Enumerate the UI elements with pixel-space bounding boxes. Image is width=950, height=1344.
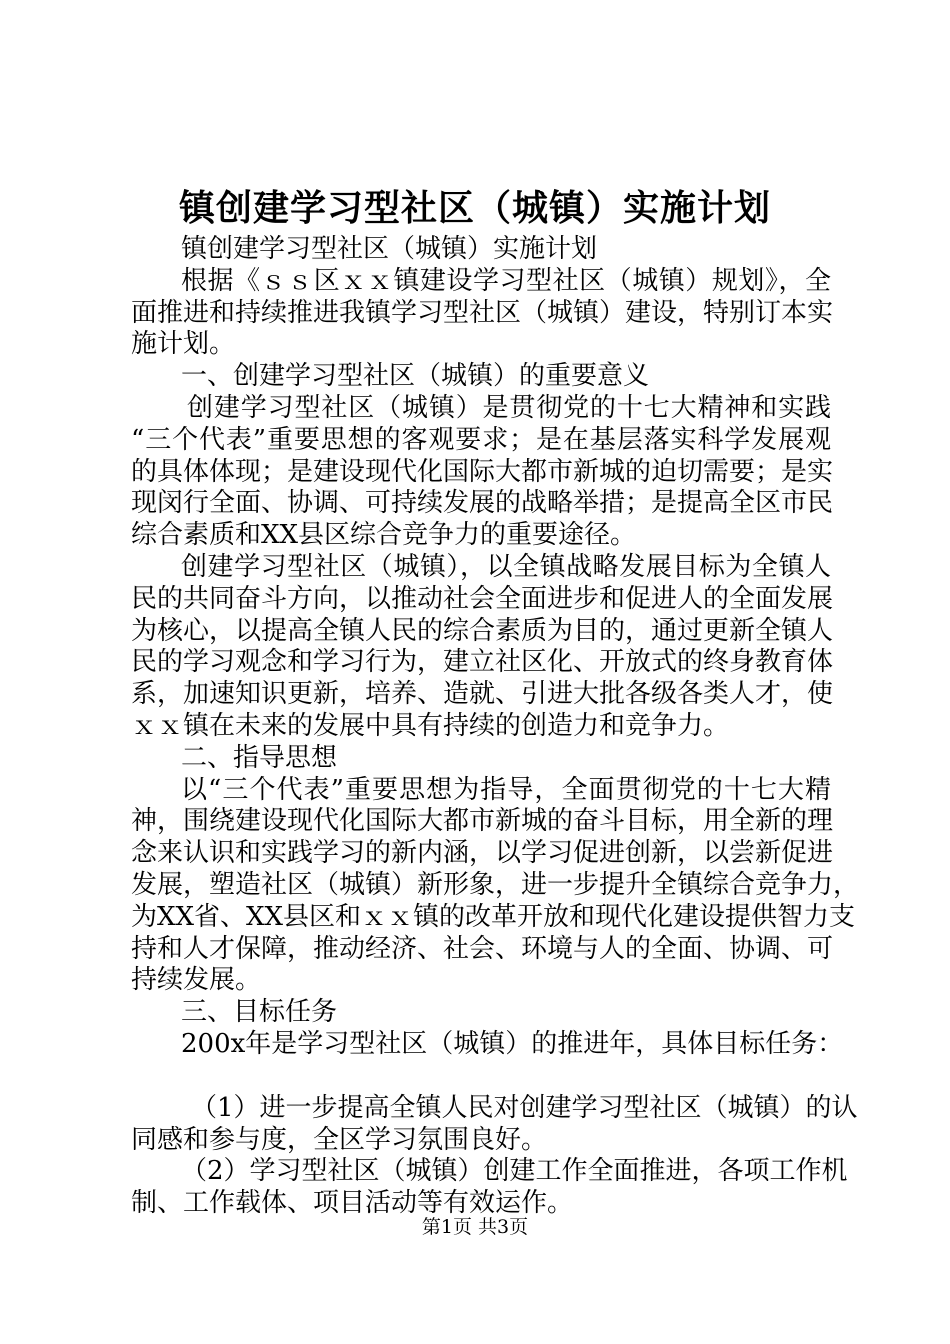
text-line: 200x年是学习型社区（城镇）的推进年，具体目标任务： bbox=[181, 1028, 844, 1059]
text-line: 三、目标任务 bbox=[181, 997, 338, 1028]
text-line: 面推进和持续推进我镇学习型社区（城镇）建设，特别订本实 bbox=[131, 297, 834, 328]
blank-line bbox=[131, 1061, 831, 1093]
text-line: 二、指导思想 bbox=[181, 742, 338, 773]
text-line: 一、创建学习型社区（城镇）的重要意义 bbox=[181, 361, 650, 392]
text-line: 同感和参与度，全区学习氛围良好。 bbox=[131, 1124, 548, 1155]
text-line: （2）学习型社区（城镇）创建工作全面推进，各项工作机 bbox=[181, 1156, 848, 1187]
text-line: 根据《ｓｓ区ｘｘ镇建设学习型社区（城镇）规划》，全 bbox=[181, 265, 831, 296]
text-line: 为XX省、XX县区和ｘｘ镇的改革开放和现代化建设提供智力支 bbox=[131, 901, 856, 932]
text-line: 的具体体现；是建设现代化国际大都市新城的迫切需要；是实 bbox=[131, 456, 834, 487]
document-body bbox=[131, 234, 860, 1220]
text-line: 持和人才保障，推动经济、社会、环境与人的全面、协调、可 bbox=[131, 933, 834, 964]
text-line: ｘｘ镇在未来的发展中具有持续的创造力和竞争力。 bbox=[131, 710, 730, 741]
text-line: 施计划。 bbox=[131, 329, 236, 360]
text-line: 民的共同奋斗方向，以推动社会全面进步和促进人的全面发展 bbox=[131, 583, 834, 614]
text-line: 综合素质和XX县区综合竞争力的重要途径。 bbox=[131, 520, 637, 551]
text-line: 现闵行全面、协调、可持续发展的战略举措；是提高全区市民 bbox=[131, 488, 834, 519]
text-line: 发展，塑造社区（城镇）新形象，进一步提升全镇综合竞争力， bbox=[131, 869, 860, 900]
text-line: 创建学习型社区（城镇）是贯彻党的十七大精神和实践 bbox=[187, 392, 831, 423]
text-line: 以“三个代表”重要思想为指导，全面贯彻党的十七大精 bbox=[181, 774, 831, 805]
text-line: （1）进一步提高全镇人民对创建学习型社区（城镇）的认 bbox=[191, 1092, 858, 1123]
text-line: 念来认识和实践学习的新内涵，以学习促进创新，以尝新促进 bbox=[131, 838, 834, 869]
text-line: 系，加速知识更新，培养、造就、引进大批各级各类人才，使 bbox=[131, 679, 834, 710]
text-line: 制、工作载体、项目活动等有效运作。 bbox=[131, 1188, 574, 1219]
text-line: 镇创建学习型社区（城镇）实施计划 bbox=[181, 234, 598, 264]
text-line: 民的学习观念和学习行为，建立社区化、开放式的终身教育体 bbox=[131, 647, 834, 678]
text-line: 为核心，以提高全镇人民的综合素质为目的，通过更新全镇人 bbox=[131, 615, 834, 646]
text-line: “三个代表”重要思想的客观要求；是在基层落实科学发展观 bbox=[131, 424, 831, 455]
text-line: 持续发展。 bbox=[131, 965, 262, 996]
text-line: 神，围绕建设现代化国际大都市新城的奋斗目标，用全新的理 bbox=[131, 806, 834, 837]
text-line: 创建学习型社区（城镇），以全镇战略发展目标为全镇人 bbox=[181, 551, 831, 582]
page-footer: 第1页 共3页 bbox=[421, 1216, 529, 1238]
document-title: 镇创建学习型社区（城镇）实施计划 bbox=[178, 187, 771, 229]
